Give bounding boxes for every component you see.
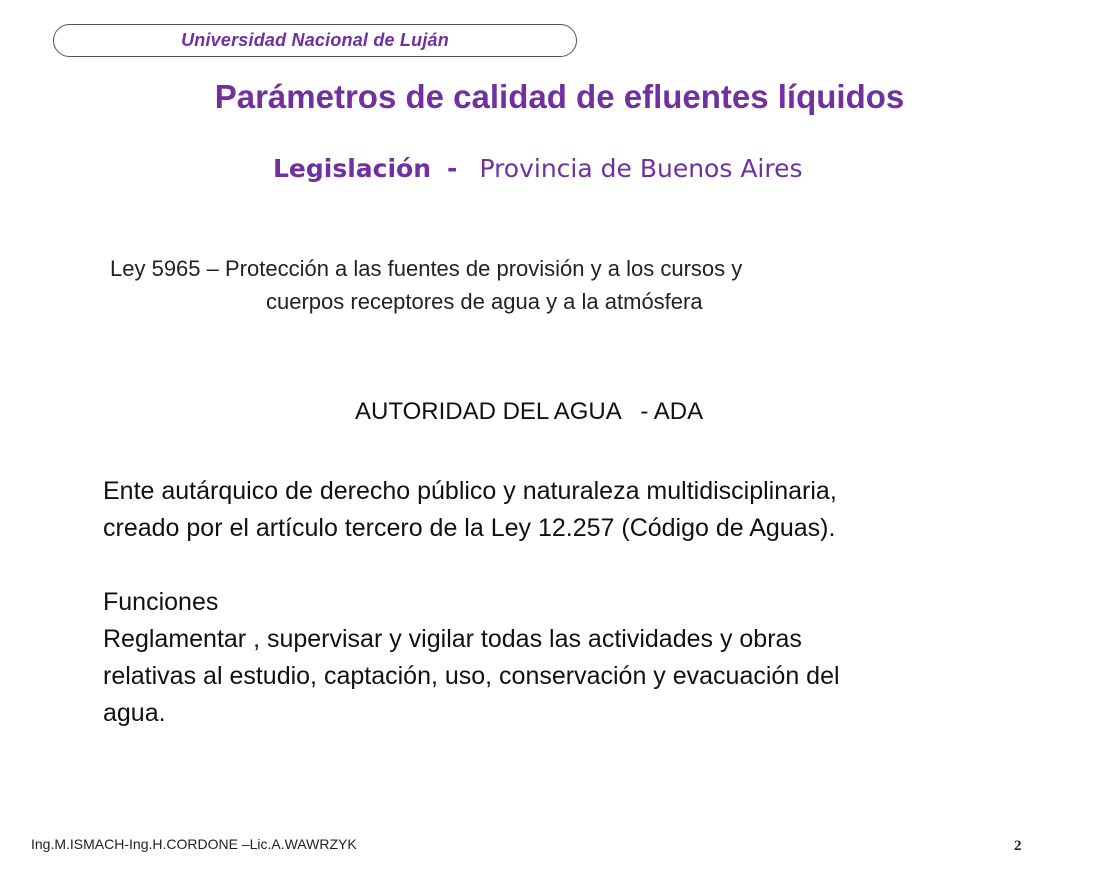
- functions-line-3: agua.: [103, 699, 166, 727]
- functions-heading: Funciones: [103, 588, 219, 616]
- authority-heading: AUTORIDAD DEL AGUA - ADA: [355, 398, 704, 425]
- subtitle-province: Provincia de Buenos Aires: [479, 154, 803, 183]
- authority-body: [103, 473, 1063, 732]
- subtitle-legislation: Legislación: [273, 154, 432, 183]
- functions-line-2: relativas al estudio, captación, uso, conservación y evacuación del: [103, 662, 840, 690]
- description-line-2: creado por el artículo tercero de la Ley 12.257 (Código de Aguas).: [103, 514, 836, 542]
- institution-name: Universidad Nacional de Luján: [181, 30, 449, 50]
- institution-banner: [53, 24, 577, 57]
- law-reference: [110, 252, 990, 318]
- page-number: 2: [1014, 838, 1022, 854]
- law-line-2: cuerpos receptores de agua y a la atmósfera: [266, 289, 703, 314]
- footer-authors: Ing.M.ISMACH-Ing.H.CORDONE –Lic.A.WAWRZYK: [31, 836, 357, 852]
- spacer: [103, 547, 1063, 584]
- slide-subtitle: [273, 154, 803, 183]
- law-line-1: Ley 5965 – Protección a las fuentes de provisión y a los cursos y: [110, 256, 743, 281]
- slide-title: Parámetros de calidad de efluentes líquidos: [214, 78, 905, 115]
- functions-line-1: Reglamentar , supervisar y vigilar todas las actividades y obras: [103, 625, 802, 653]
- description-line-1: Ente autárquico de derecho público y naturaleza multidisciplinaria,: [103, 477, 837, 505]
- subtitle-separator: -: [447, 154, 458, 183]
